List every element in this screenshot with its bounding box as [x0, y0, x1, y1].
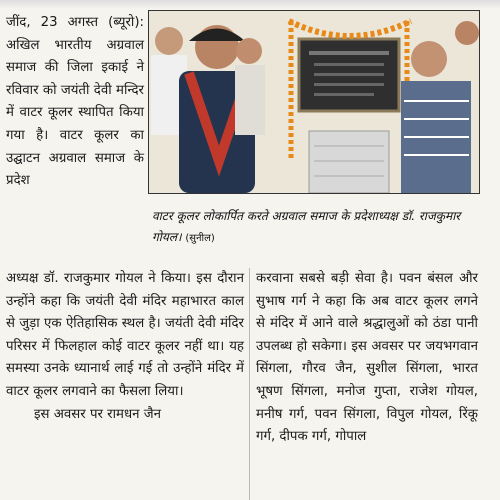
plaque-icon	[299, 39, 399, 111]
column-divider	[249, 268, 250, 500]
article-intro	[6, 12, 144, 193]
column-right-paragraph: करवाना सबसे बड़ी सेवा है। पवन बंसल और सुभाष गर्ग ने कहा कि अब वाटर कूलर लगने से मंदिर में आने वाले श्रद्धालुओं को ठंडा पानी उपलब्ध हो सकेगा। इस अवसर पर जयभगवान सिंगला, गौरव जैन, सुशील सिंगला, भारत भूषण सिंगला, मनोज गुप्ता, राजेश गोयल, मनीष गर्ग, पवन सिंगला, विपुल गोयल, रिंकू गर्ग, दीपक गर्ग, गोपाल	[256, 271, 478, 445]
caption-credit: (सुनील)	[185, 233, 215, 244]
article-column-right	[256, 268, 478, 449]
photo-caption	[152, 206, 482, 249]
intro-text: जींद, 23 अगस्त (ब्यूरो): अखिल भारतीय अग्रवाल समाज की जिला इकाई ने रविवार को जयंती देवी मन्दिर में वाटर कूलर स्थापित किया गया है। वाटर कूलर का उद्घाटन अग्रवाल समाज के प्रदेश	[6, 15, 144, 189]
water-cooler-icon	[309, 131, 389, 193]
page-top-strip	[0, 0, 500, 9]
caption-text: वाटर कूलर लोकार्पित करते अग्रवाल समाज के प्रदेशाध्यक्ष डॉ. राजकुमार गोयल।	[152, 209, 461, 244]
photo-illustration	[149, 11, 479, 193]
news-photo	[148, 10, 480, 194]
article-column-left	[6, 268, 244, 426]
column-left-paragraph-1: अध्यक्ष डॉ. राजकुमार गोयल ने किया। इस दौरान उन्होंने कहा कि जयंती देवी मंदिर महाभारत काल से जुड़ा एक ऐतिहासिक स्थल है। जयंती देवी मंदिर परिसर में फिलहाल कोई वाटर कूलर नहीं था। यह समस्या उनके ध्यानार्थ लाई गई तो उन्होंने मंदिर में वाटर कूलर लगवाने का फैसला लिया।	[6, 271, 244, 399]
column-left-paragraph-2: इस अवसर पर रामधन जैन	[34, 406, 162, 422]
